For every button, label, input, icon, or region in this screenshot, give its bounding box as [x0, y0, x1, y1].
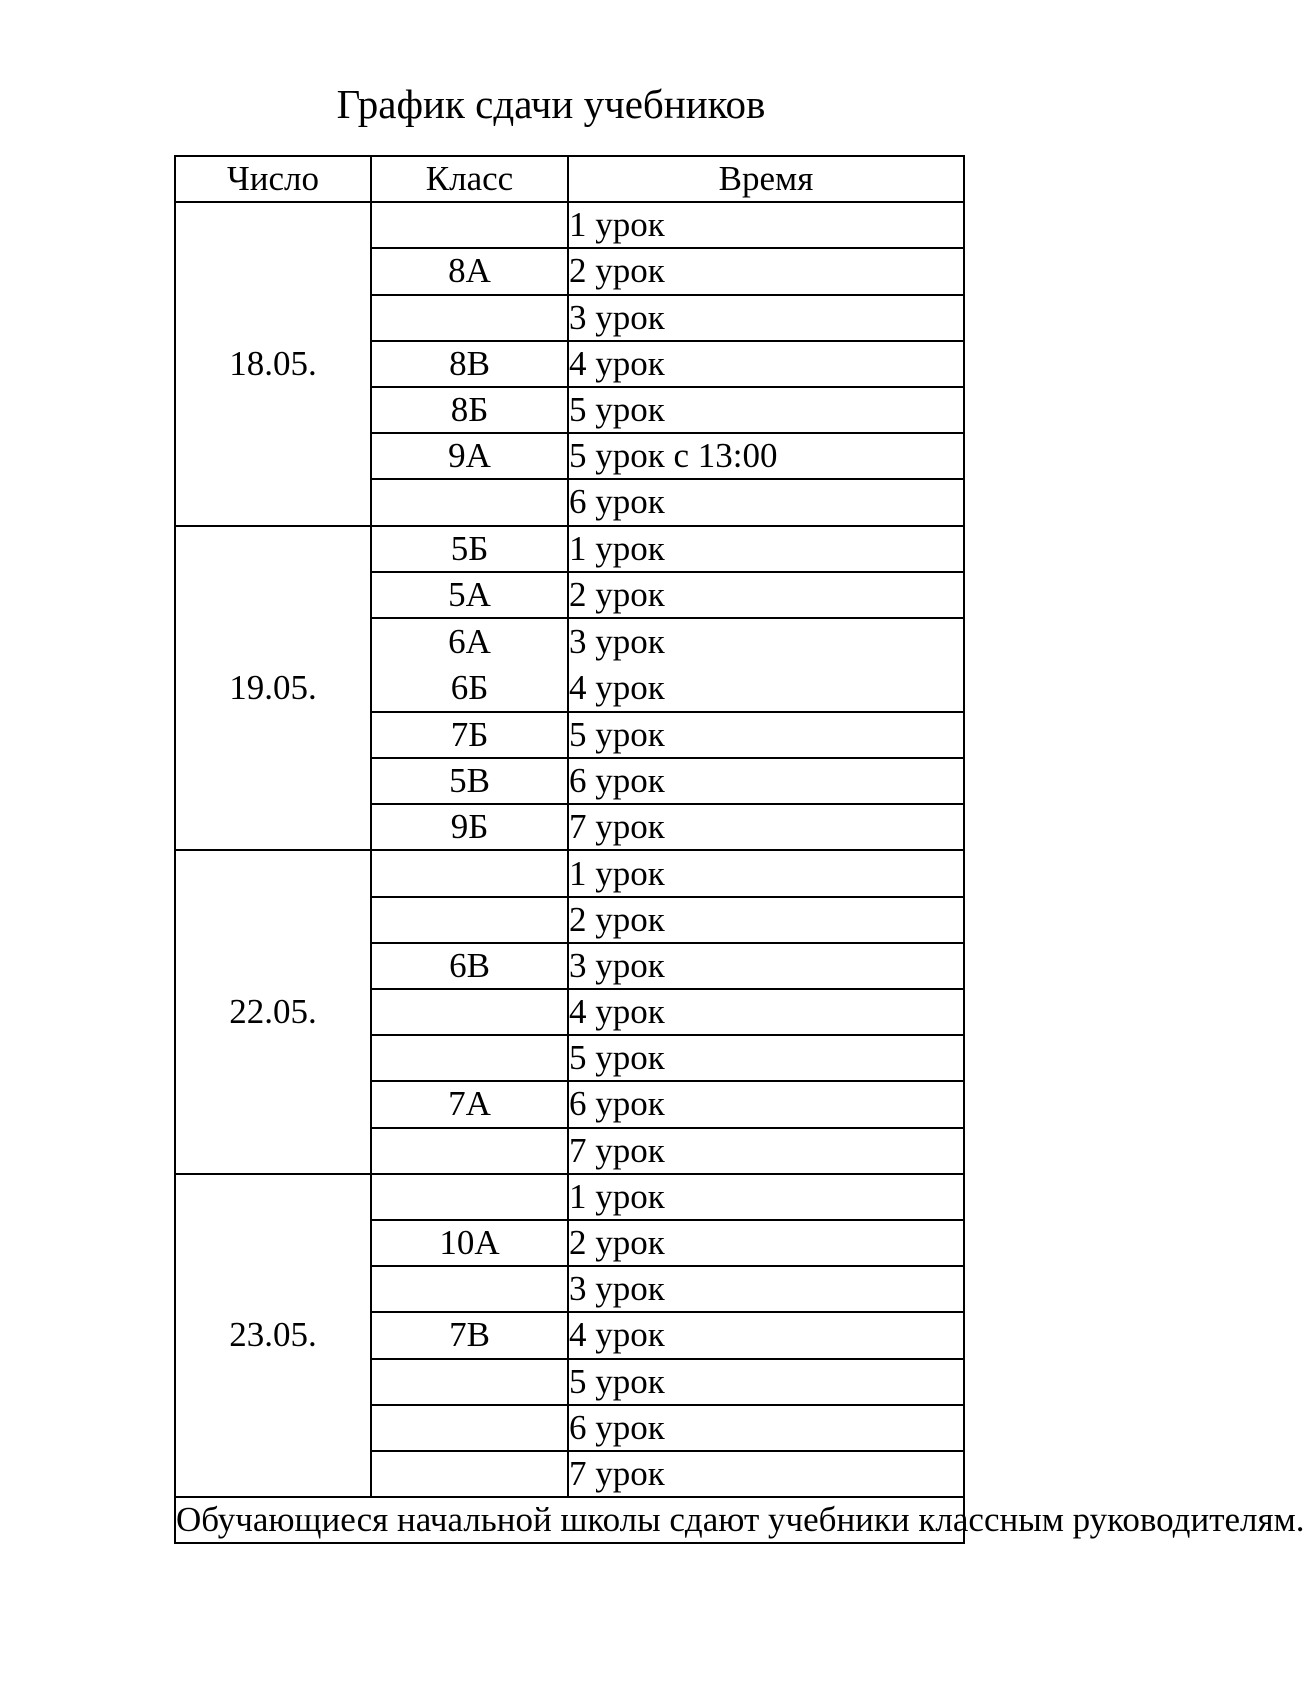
time-cell: 2 урок — [568, 1220, 964, 1266]
class-cell — [371, 1451, 568, 1497]
time-cell: 6 урок — [568, 1081, 964, 1127]
time-cell: 7 урок — [568, 804, 964, 850]
date-cell: 18.05. — [175, 202, 371, 525]
class-cell — [371, 1405, 568, 1451]
class-cell: 5В — [371, 758, 568, 804]
class-cell: 7В — [371, 1312, 568, 1358]
table-row — [175, 850, 964, 896]
schedule-table — [174, 155, 1305, 1544]
time-label: 4 урок — [569, 667, 665, 707]
class-cell — [371, 1128, 568, 1174]
class-cell: 6В — [371, 943, 568, 989]
class-cell — [371, 1266, 568, 1312]
class-cell — [371, 295, 568, 341]
time-cell: 2 урок — [568, 897, 964, 943]
date-cell: 23.05. — [175, 1174, 371, 1497]
time-cell: 5 урок — [568, 1035, 964, 1081]
class-cell — [371, 897, 568, 943]
class-cell: 9Б — [371, 804, 568, 850]
note-text: Обучающиеся начальной школы сдают учебники классным руководителям. — [175, 1497, 964, 1543]
time-label: 3 урок — [569, 621, 665, 661]
class-cell — [371, 1035, 568, 1081]
class-cell: 10А — [371, 1220, 568, 1266]
class-label: 6Б — [450, 667, 489, 707]
class-cell — [371, 479, 568, 525]
header-class: Класс — [371, 156, 568, 202]
class-cell: 7Б — [371, 712, 568, 758]
time-cell: 1 урок — [568, 1174, 964, 1220]
header-date: Число — [175, 156, 371, 202]
time-cell: 6 урок — [568, 479, 964, 525]
class-cell: 8А — [371, 248, 568, 294]
page-title: График сдачи учебников — [336, 81, 766, 127]
time-cell: 1 урок — [568, 202, 964, 248]
time-cell: 5 урок с 13:00 — [568, 433, 964, 479]
class-cell — [371, 989, 568, 1035]
time-cell: 5 урок — [568, 387, 964, 433]
time-cell — [568, 618, 964, 712]
date-cell: 22.05. — [175, 850, 371, 1173]
time-cell: 7 урок — [568, 1451, 964, 1497]
class-cell — [371, 618, 568, 712]
note-row — [175, 1497, 964, 1543]
table-row — [175, 1174, 964, 1220]
class-cell: 8Б — [371, 387, 568, 433]
class-cell: 7А — [371, 1081, 568, 1127]
time-cell: 2 урок — [568, 248, 964, 294]
time-cell: 4 урок — [568, 989, 964, 1035]
date-cell: 19.05. — [175, 526, 371, 851]
time-cell: 2 урок — [568, 572, 964, 618]
table-header-row — [175, 156, 964, 202]
time-cell: 5 урок — [568, 1359, 964, 1405]
class-cell: 5Б — [371, 526, 568, 572]
class-cell — [371, 1174, 568, 1220]
class-cell — [371, 1359, 568, 1405]
class-label: 6А — [448, 621, 491, 661]
time-cell: 6 урок — [568, 758, 964, 804]
time-cell: 3 урок — [568, 295, 964, 341]
class-cell — [371, 202, 568, 248]
time-cell: 3 урок — [568, 943, 964, 989]
table-row — [175, 526, 964, 572]
header-time: Время — [568, 156, 964, 202]
class-cell: 5А — [371, 572, 568, 618]
time-cell: 1 урок — [568, 526, 964, 572]
time-cell: 7 урок — [568, 1128, 964, 1174]
time-cell: 5 урок — [568, 712, 964, 758]
time-cell: 4 урок — [568, 341, 964, 387]
time-cell: 1 урок — [568, 850, 964, 896]
schedule-body — [175, 202, 964, 1497]
time-cell: 4 урок — [568, 1312, 964, 1358]
time-cell: 3 урок — [568, 1266, 964, 1312]
class-cell — [371, 850, 568, 896]
time-cell: 6 урок — [568, 1405, 964, 1451]
class-cell: 8В — [371, 341, 568, 387]
table-row — [175, 202, 964, 248]
class-cell: 9А — [371, 433, 568, 479]
